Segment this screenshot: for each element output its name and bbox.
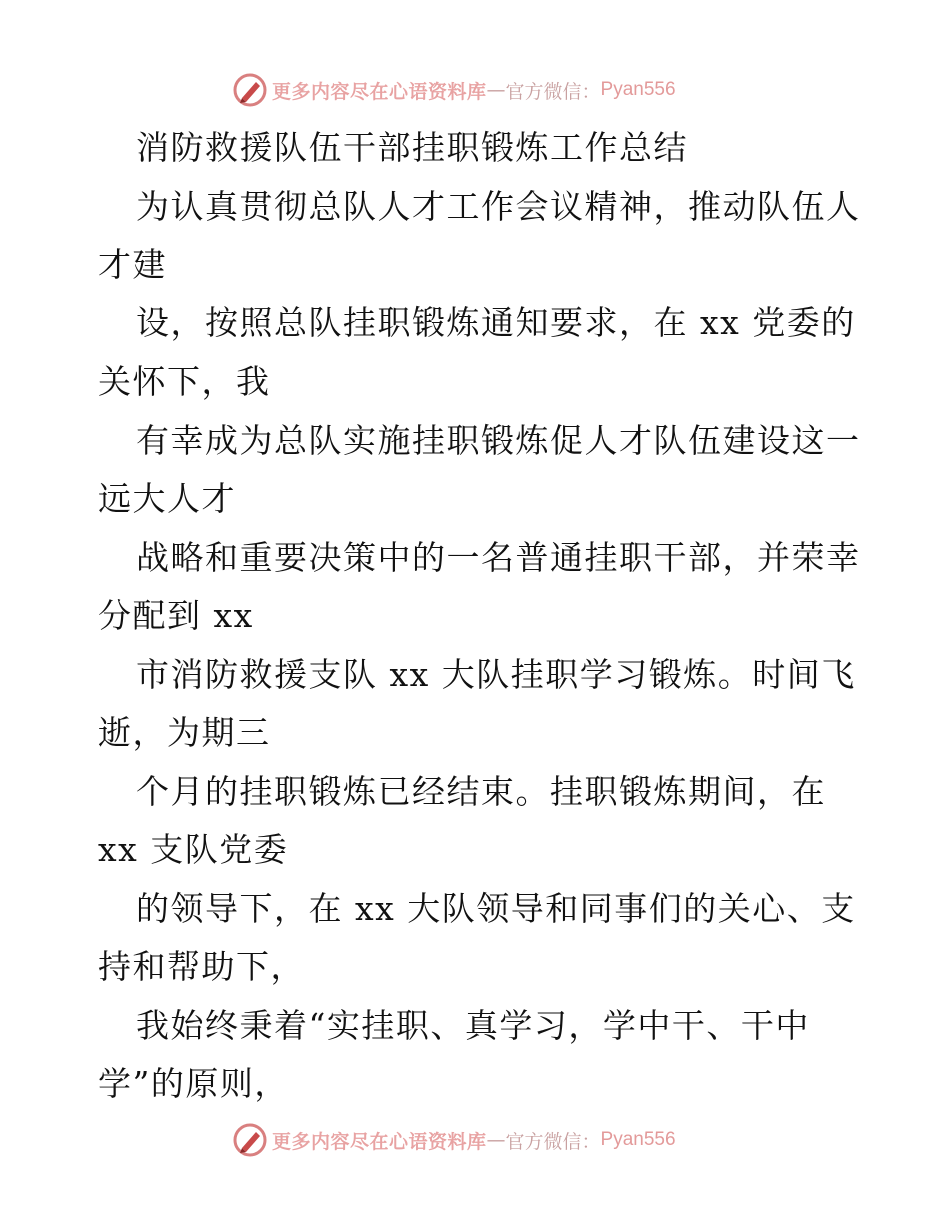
footer-watermark xyxy=(232,1120,712,1160)
text-line: 有幸成为总队实施挂职锻炼促人才队伍建设这一 xyxy=(136,421,861,460)
text-line: 战略和重要决策中的一名普通挂职干部，并荣幸 xyxy=(136,538,861,577)
text-line: xx 支队党委 xyxy=(98,830,289,869)
text-line: 我始终秉着“实挂职、真学习，学中干、干中 xyxy=(136,1006,810,1045)
text-line: 持和帮助下， xyxy=(98,947,305,986)
text-line: 学”的原则， xyxy=(98,1064,289,1103)
text-line: 市消防救援支队 xx 大队挂职学习锻炼。时间飞 xyxy=(136,655,856,694)
watermark-main-text: 更多内容尽在心语资料库 xyxy=(272,80,487,103)
document-title: 消防救援队伍干部挂职锻炼工作总结 xyxy=(136,128,688,167)
text-line: 设，按照总队挂职锻炼通知要求，在 xx 党委的 xyxy=(136,303,856,342)
watermark-dash: — xyxy=(486,79,506,101)
watermark-account: Pyan556 xyxy=(600,1129,676,1150)
watermark-account: Pyan556 xyxy=(600,79,676,100)
pen-logo-icon xyxy=(232,1122,268,1158)
text-line: 为认真贯彻总队人才工作会议精神，推动队伍人 xyxy=(136,187,861,226)
watermark-official-label: 官方微信： xyxy=(505,80,601,103)
watermark-main-text: 更多内容尽在心语资料库 xyxy=(272,1130,487,1153)
watermark-official-label: 官方微信： xyxy=(505,1130,601,1153)
text-line: 才建 xyxy=(98,245,167,284)
header-watermark xyxy=(232,70,712,110)
pen-logo-icon xyxy=(232,72,268,108)
text-line: 逝，为期三 xyxy=(98,713,271,752)
text-line: 个月的挂职锻炼已经结束。挂职锻炼期间，在 xyxy=(136,772,826,811)
watermark-dash: — xyxy=(486,1129,506,1151)
text-line: 分配到 xx xyxy=(98,596,254,635)
text-line: 远大人才 xyxy=(98,479,236,518)
text-line: 的领导下，在 xx 大队领导和同事们的关心、支 xyxy=(136,889,856,928)
text-line: 关怀下，我 xyxy=(98,362,271,401)
